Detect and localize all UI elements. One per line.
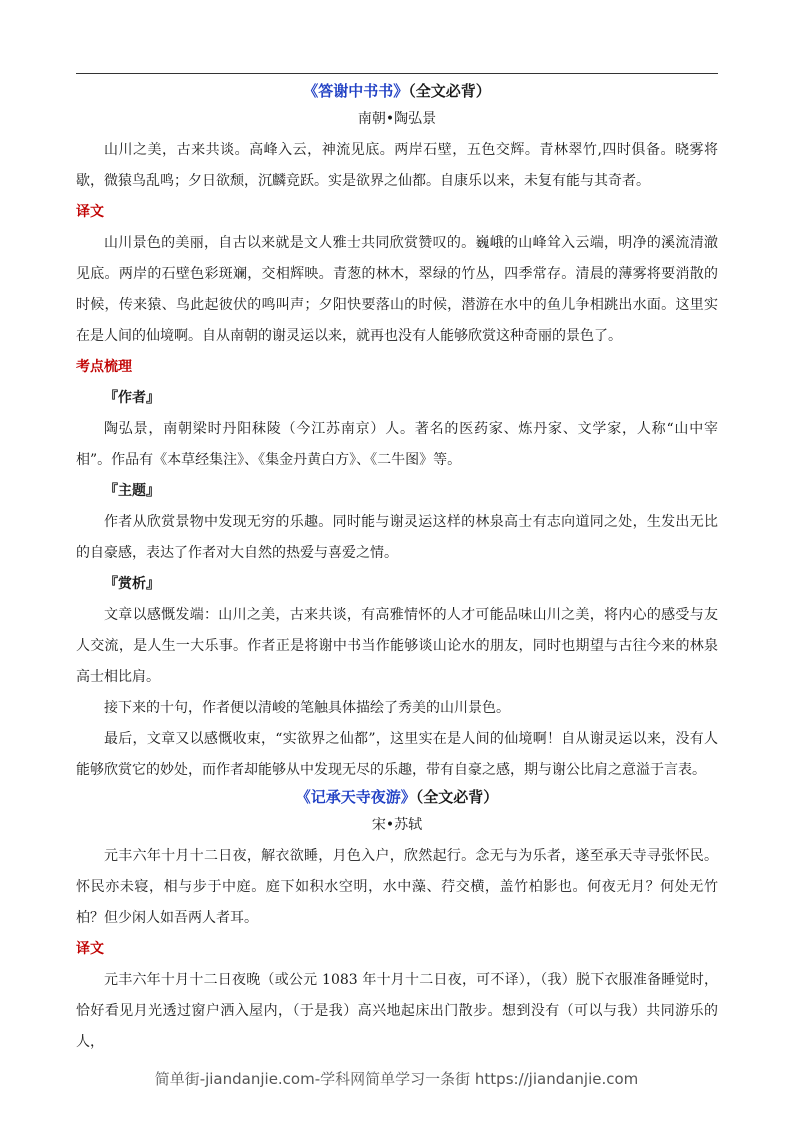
section2-author: 宋•苏轼 bbox=[371, 817, 423, 833]
site-footer: 简单街-jiandanjie.com-学科网简单学习一条街 https://jiandanjie.com bbox=[154, 1070, 639, 1088]
document-page bbox=[76, 80, 718, 1058]
section2-original-text: 元丰六年十月十二日夜，解衣欲睡，月色入户，欣然起行。念无与为乐者，遂至承天寺寻张怀民。怀民亦未寝，相与步于中庭。庭下如积水空明，水中藻、荇交横，盖竹柏影也。何夜无月？何处无竹柏？但少闲人如吾两人者耳。 bbox=[76, 848, 718, 926]
section1-author: 南朝•陶弘景 bbox=[357, 111, 437, 127]
header-rule bbox=[76, 73, 718, 74]
section1-title-text: 《答谢中书书》 bbox=[303, 82, 409, 100]
section1-analysis-paragraph-1: 文章以感慨发端：山川之美，古来共谈，有高雅情怀的人才可能品味山川之美，将内心的感受与友人交流，是人生一大乐事。作者正是将谢中书当作能够谈山论水的朋友，同时也期望与古往今来的林泉高士相比肩。 bbox=[76, 607, 718, 685]
section1-analysis-heading: 『赏析』 bbox=[104, 576, 160, 592]
section1-translation-heading: 译文 bbox=[76, 204, 104, 220]
section1-title bbox=[76, 80, 718, 102]
section1-theme-text: 作者从欣赏景物中发现无穷的乐趣。同时能与谢灵运这样的林泉高士有志向道同之处，生发出无比的自豪感，表达了作者对大自然的热爱与喜爱之情。 bbox=[76, 514, 718, 561]
section1-theme-heading: 『主题』 bbox=[104, 483, 160, 499]
section1-points-heading: 考点梳理 bbox=[76, 359, 132, 375]
section1-original-text: 山川之美，古来共谈。高峰入云，神流见底。两岸石壁，五色交辉。青林翠竹,四时俱备。晓雾将歇，微猿鸟乱鸣；夕日欲颓，沉麟竞跃。实是欲界之仙都。自康乐以来，未复有能与其奇者。 bbox=[76, 142, 718, 189]
section2-title bbox=[76, 786, 718, 808]
section1-analysis-paragraph-2: 接下来的十句，作者便以清峻的笔触具体描绘了秀美的山川景色。 bbox=[104, 700, 510, 716]
section2-title-text: 《记承天寺夜游》 bbox=[295, 788, 416, 806]
section1-translation-text: 山川景色的美丽，自古以来就是文人雅士共同欣赏赞叹的。巍峨的山峰耸入云端，明净的溪流清澈见底。两岸的石壁色彩斑斓，交相辉映。青葱的林木，翠绿的竹丛，四季常存。清晨的薄雾将要消散的时候，传来猿、鸟此起彼伏的鸣叫声；夕阳快要落山的时候，潜游在水中的鱼儿争相跳出水面。这里实在是人间的仙境啊。自从南朝的谢灵运以来，就再也没有人能够欣赏这种奇丽的景色了。 bbox=[76, 235, 718, 344]
section1-analysis-paragraph-3: 最后，文章又以感慨收束，“实欲界之仙都”，这里实在是人间的仙境啊！自从谢灵运以来，没有人能够欣赏它的妙处，而作者却能够从中发现无尽的乐趣，带有自豪之感，期与谢公比肩之意溢于言表。 bbox=[76, 731, 718, 778]
section1-title-suffix: （全文必背） bbox=[408, 82, 491, 100]
section2-translation-text: 元丰六年十月十二日夜晚（或公元 1083 年十月十二日夜，可不译），（我）脱下衣服准备睡觉时，恰好看见月光透过窗户洒入屋内，（于是我）高兴地起床出门散步。想到没有（可以与我）共同游乐的人， bbox=[76, 972, 718, 1050]
section1-author-text: 陶弘景，南朝梁时丹阳秣陵（今江苏南京）人。著名的医药家、炼丹家、文学家，人称“山中宰相”。作品有《本草经集注》、《集金丹黄白方》、《二牛图》等。 bbox=[76, 421, 718, 468]
section2-translation-heading: 译文 bbox=[76, 941, 104, 957]
section1-author-heading: 『作者』 bbox=[104, 390, 160, 406]
section2-title-suffix: （全文必背） bbox=[415, 788, 499, 806]
